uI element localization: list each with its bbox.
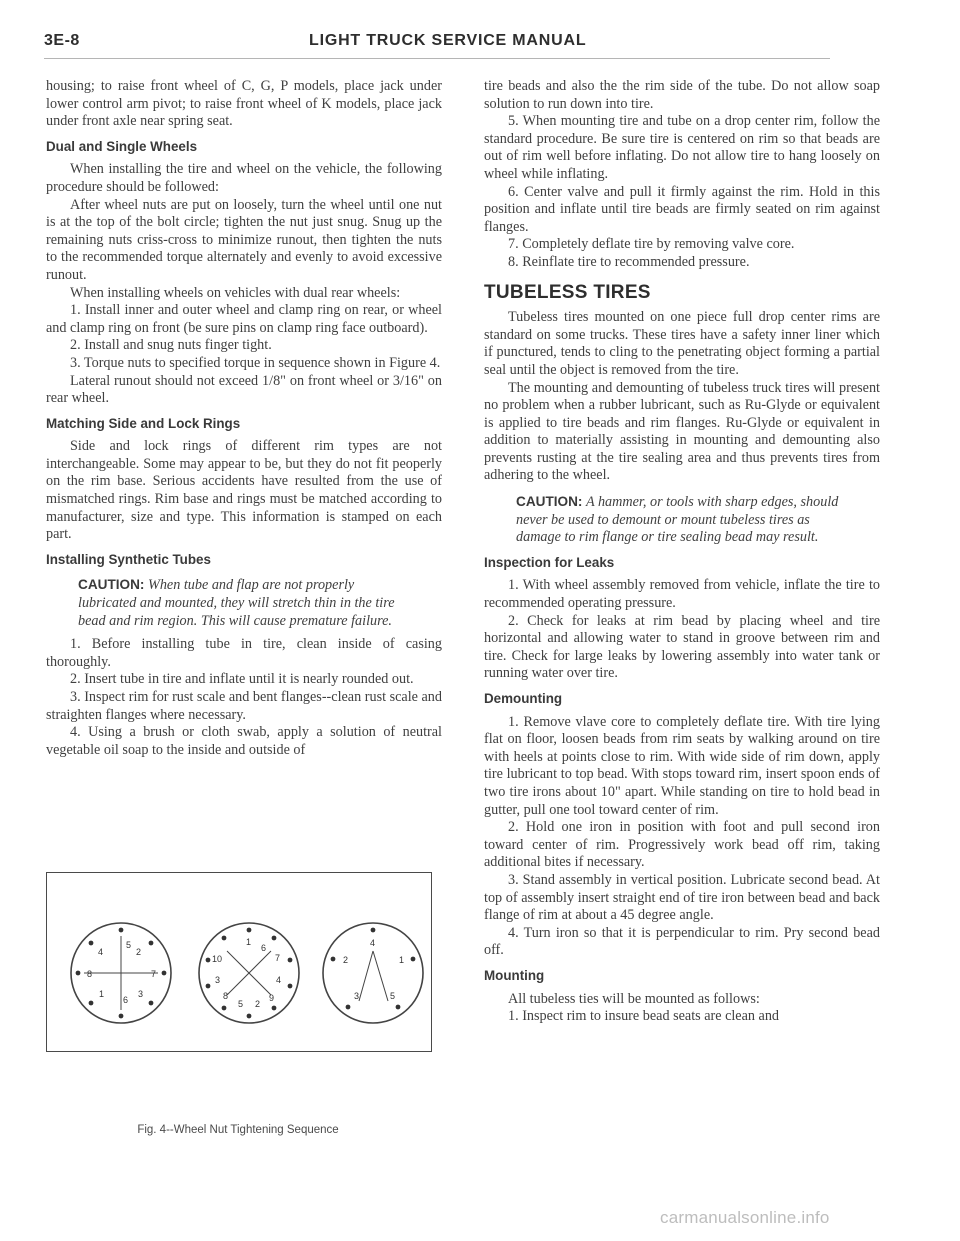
figure-wheel-nut-sequence bbox=[46, 872, 432, 1052]
step-item: 1. Remove vlave core to completely deflate tire. With tire lying flat on floor, loosen beads from rim seats by walking around on tire with heels at points close to rim. With wide side of rim down, apply tire lubricant to top bead. With stops toward rim, insert spoon ends of two tire irons about 10" apart. While standing on tire to hold bead in gutter, pull one tool toward center of rim. bbox=[484, 713, 880, 818]
manual-title: LIGHT TRUCK SERVICE MANUAL bbox=[309, 32, 587, 49]
paragraph: Lateral runout should not exceed 1/8" on front wheel or 3/16" on rear wheel. bbox=[46, 372, 442, 407]
nut-label: 4 bbox=[276, 975, 282, 985]
nut-label: 7 bbox=[275, 953, 281, 963]
section-heading-synthetic-tubes: Installing Synthetic Tubes bbox=[46, 551, 211, 567]
wheel-diagrams bbox=[47, 873, 431, 1051]
section-heading-dual-single-wheels: Dual and Single Wheels bbox=[46, 138, 198, 154]
caution-box-tools bbox=[484, 493, 880, 547]
step-item: 1. Install inner and outer wheel and clamp ring on rear, or wheel and clamp ring on front (be sure pins on clamp ring face outboard). bbox=[46, 302, 442, 336]
section-heading-inspection-leaks: Inspection for Leaks bbox=[484, 554, 615, 570]
left-column bbox=[46, 78, 442, 759]
right-column bbox=[484, 78, 880, 1026]
step-item: 3. Torque nuts to specified torque in sequence shown in Figure 4. bbox=[70, 354, 441, 371]
nut-label: 3 bbox=[138, 989, 144, 999]
step-item: 2. Insert tube in tire and inflate until it is nearly rounded out. bbox=[70, 671, 414, 688]
step-item: 4. Turn iron so that it is perpendicular to rim. Pry second bead off. bbox=[484, 924, 880, 959]
nut-label: 10 bbox=[212, 954, 223, 964]
nut-label: 4 bbox=[98, 947, 104, 957]
step-item: 2. Install and snug nuts finger tight. bbox=[70, 337, 272, 354]
header-rule bbox=[44, 58, 830, 59]
wheel-diagram-8-stud bbox=[71, 923, 171, 1023]
nut-label: 7 bbox=[151, 969, 157, 979]
paragraph: All tubeless ties will be mounted as follows: bbox=[508, 990, 760, 1007]
page-header bbox=[44, 32, 912, 56]
paragraph: When installing the tire and wheel on the vehicle, the following procedure should be followed: bbox=[46, 161, 442, 195]
step-item: 5. When mounting tire and tube on a drop center rim, follow the standard procedure. Be sure tire is centered on rim so that beads are out of rim well before inflating. Do not allow tire to hang loosely on wheel while inflating. bbox=[484, 113, 880, 182]
section-heading-demounting: Demounting bbox=[484, 691, 563, 706]
caution-box-tubes bbox=[46, 576, 442, 630]
watermark: carmanualsonline.info bbox=[660, 1208, 830, 1227]
wheel-diagram-5-stud bbox=[323, 923, 423, 1023]
paragraph: tire beads and also the the rim side of the tube. Do not allow soap solution to run down into tire. bbox=[484, 78, 880, 112]
paragraph: The mounting and demounting of tubeless truck tires will present no problem when a rubber lubricant, such as Ru-Glyde or equivalent is applied to tire beads and rim flanges. Ru-Glyde or equivalent in addition to materially assisting in mounting and demounting also prevents rusting at the tire sealing area and thus prevents tires from adhering to the wheel. bbox=[484, 379, 880, 484]
nut-label: 8 bbox=[87, 969, 93, 979]
nut-label: 5 bbox=[390, 991, 396, 1001]
nut-label: 5 bbox=[238, 999, 244, 1009]
section-heading-tubeless-tires: TUBELESS TIRES bbox=[484, 281, 651, 303]
caution-text: A hammer, or tools with sharp edges, should never be used to demount or mount tubeless tires as damage to rim flange or tire sealing bead may result. bbox=[516, 494, 839, 546]
paragraph: After wheel nuts are put on loosely, turn the wheel until one nut is at the top of the bolt circle; tighten the nut just snug. Snug up the remaining nuts criss-cross to minimize runout, then tighten the nuts to the recommended torque alternately and evenly to avoid excessive runout. bbox=[46, 196, 442, 283]
paragraph: When installing wheels on vehicles with dual rear wheels: bbox=[70, 284, 401, 301]
section-heading-mounting: Mounting bbox=[484, 967, 545, 983]
page-number: 3E-8 bbox=[44, 32, 80, 49]
step-item: 6. Center valve and pull it firmly against the rim. Hold in this position and inflate until tire beads are firmly seated on rim against flanges. bbox=[484, 183, 880, 235]
step-item: 1. With wheel assembly removed from vehicle, inflate the tire to recommended operating pressure. bbox=[484, 577, 880, 612]
step-item: 4. Using a brush or cloth swab, apply a solution of neutral vegetable oil soap to the inside and outside of bbox=[46, 724, 442, 758]
paragraph: housing; to raise front wheel of C, G, P models, place jack under lower control arm pivot; to raise front wheel of K models, place jack under front axle near spring seat. bbox=[46, 78, 442, 130]
nut-label: 3 bbox=[354, 991, 360, 1001]
nut-label: 6 bbox=[261, 943, 267, 953]
step-item: 1. Before installing tube in tire, clean inside of casing thoroughly. bbox=[46, 636, 442, 670]
step-item: 1. Inspect rim to insure bead seats are clean and bbox=[508, 1008, 780, 1025]
step-item: 2. Hold one iron in position with foot and pull second iron toward center of rim. Progressively work bead off rim, taking additional bites if necessary. bbox=[484, 819, 880, 871]
step-item: 3. Stand assembly in vertical position. Lubricate second bead. At top of assembly insert straight end of tire iron between bead and back flange of rim at about a 45 degree angle. bbox=[484, 871, 880, 924]
nut-label: 3 bbox=[215, 975, 221, 985]
nut-label: 4 bbox=[370, 938, 376, 948]
caution-label: CAUTION: bbox=[516, 494, 583, 510]
caution-text: When tube and flap are not properly lubricated and mounted, they will stretch thin in the tire bead and rim region. This will cause premature failure. bbox=[78, 577, 395, 629]
step-item: 7. Completely deflate tire by removing valve core. bbox=[508, 236, 795, 253]
nut-label: 6 bbox=[123, 995, 129, 1005]
nut-label: 1 bbox=[99, 989, 105, 999]
step-item: 3. Inspect rim for rust scale and bent flanges--clean rust scale and straighten flanges where necessary. bbox=[46, 689, 442, 723]
caution-label: CAUTION: bbox=[78, 577, 145, 593]
nut-label: 2 bbox=[343, 955, 349, 965]
nut-label: 2 bbox=[136, 947, 142, 957]
nut-label: 1 bbox=[246, 937, 252, 947]
wheel-diagram-10-stud bbox=[199, 923, 299, 1023]
figure-caption: Fig. 4--Wheel Nut Tightening Sequence bbox=[137, 1124, 339, 1136]
paragraph: Tubeless tires mounted on one piece full drop center rims are standard on some trucks. These tires have a safety inner liner which if punctured, tends to cling to the penetrating object forming a partial seal until the object is removed from the tire. bbox=[484, 309, 880, 378]
paragraph: Side and lock rings of different rim types are not interchangeable. Some may appear to be, but they do not fit peoperly on the rim base. Serious accidents have resulted from the use of mismatched rings. Rim base and rings must be matched according to manufacturer, size and type. This information is stamped on each part. bbox=[46, 438, 442, 543]
section-heading-matching-rings: Matching Side and Lock Rings bbox=[46, 415, 241, 431]
nut-label: 9 bbox=[269, 993, 275, 1003]
nut-label: 1 bbox=[399, 955, 405, 965]
nut-label: 8 bbox=[223, 991, 229, 1001]
nut-label: 5 bbox=[126, 940, 132, 950]
step-item: 8. Reinflate tire to recommended pressure. bbox=[508, 253, 750, 270]
step-item: 2. Check for leaks at rim bead by placing wheel and tire horizontal and allowing water to stand in groove between rim and tire. Check for large leaks by lowering assembly into water tank or running water over tire. bbox=[484, 612, 880, 682]
nut-label: 2 bbox=[255, 999, 261, 1009]
